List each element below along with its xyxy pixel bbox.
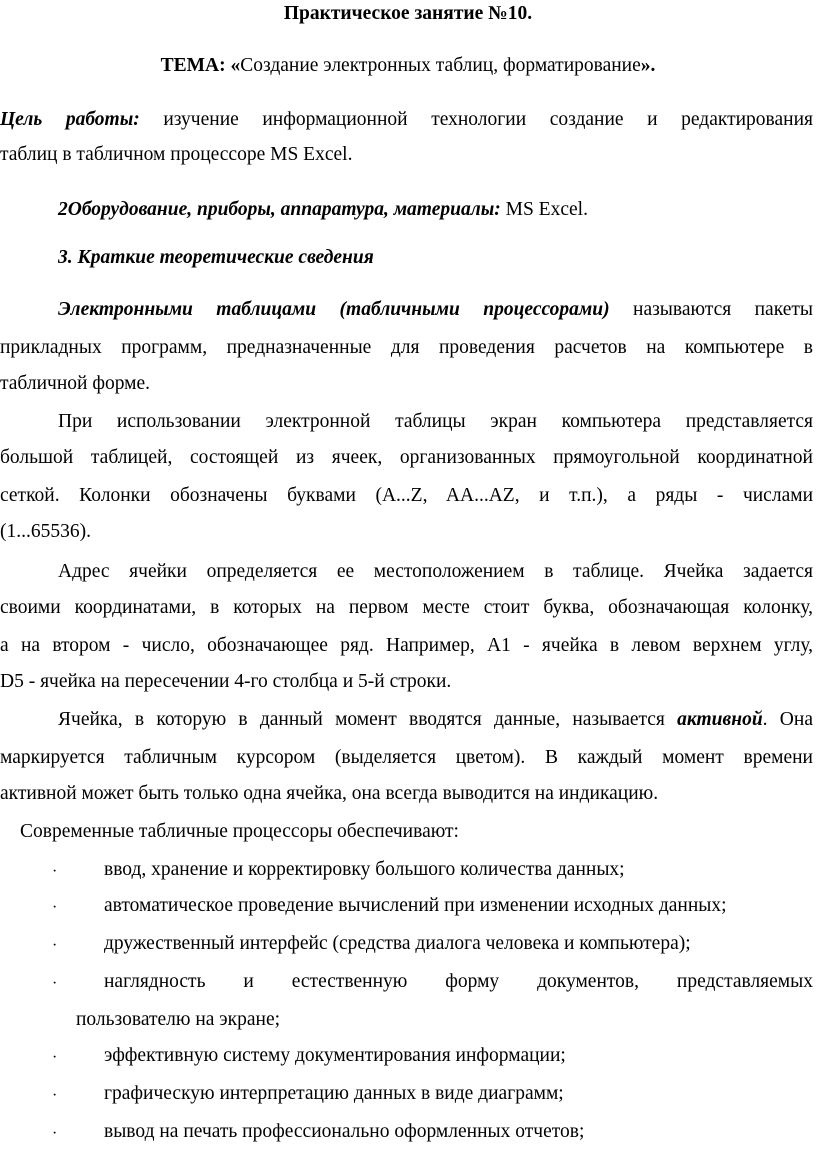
bullet-marker: · bbox=[52, 975, 58, 992]
p2-line-3: сеткой. Колонки обозначены буквами (A...Z, AA...AZ, и т.п.), а ряды - числами bbox=[0, 485, 813, 506]
p1-line-3: табличной форме. bbox=[0, 373, 151, 394]
p1-text-1: называются пакеты bbox=[609, 299, 813, 320]
p4-line-2: маркируется табличным курсором (выделяется цветом). В каждый момент времени bbox=[0, 747, 813, 768]
goal-label: Цель работы: bbox=[0, 109, 140, 130]
p2-line-1: При использовании электронной таблицы экран компьютера представляется bbox=[58, 411, 813, 432]
p3-line-4: D5 - ячейка на пересечении 4-го столбца и 5-й строки. bbox=[0, 671, 452, 692]
p2-line-2: большой таблицей, состоящей из ячеек, организованных прямоугольной координатной bbox=[0, 447, 813, 468]
bullet-marker: · bbox=[52, 899, 58, 916]
list-item-text: вывод на печать профессионально оформленных отчетов; bbox=[104, 1121, 585, 1142]
p1-line-1 bbox=[58, 298, 813, 322]
list-intro: Современные табличные процессоры обеспечивают: bbox=[20, 821, 459, 842]
list-item-text: эффективную систему документирования информации; bbox=[104, 1045, 566, 1066]
equipment-label: 2Оборудование, приборы, аппаратура, материалы: bbox=[58, 199, 501, 220]
goal-line-2: таблиц в табличном процессоре MS Excel. bbox=[0, 144, 353, 165]
section-3-heading: 3. Краткие теоретические сведения bbox=[58, 247, 374, 268]
topic-close: ». bbox=[640, 55, 656, 76]
p3-line-1: Адрес ячейки определяется ее местоположением в таблице. Ячейка задается bbox=[58, 561, 813, 582]
p3-line-2: своими координатами, в которых на первом месте стоит буква, обозначающая колонку, bbox=[0, 597, 813, 618]
bullet-marker: · bbox=[52, 1125, 58, 1142]
list-item-text: наглядность и естественную форму документов, представляемых bbox=[104, 971, 813, 992]
equipment-line bbox=[58, 198, 588, 222]
topic-line bbox=[0, 54, 816, 78]
p4-term: активной bbox=[677, 709, 763, 730]
equipment-text: MS Excel. bbox=[500, 199, 588, 220]
list-item-text: автоматическое проведение вычислений при изменении исходных данных; bbox=[104, 895, 727, 916]
p3-line-3: а на втором - число, обозначающее ряд. Например, А1 - ячейка в левом верхнем углу, bbox=[0, 635, 813, 656]
list-item-text: графическую интерпретацию данных в виде диаграмм; bbox=[104, 1083, 564, 1104]
list-item-text-continued: пользователю на экране; bbox=[76, 1009, 281, 1030]
p4-line-1 bbox=[58, 708, 813, 732]
topic-text: Создание электронных таблиц, форматирование bbox=[240, 55, 641, 76]
bullet-marker: · bbox=[52, 937, 58, 954]
goal-line-1 bbox=[0, 108, 813, 132]
p2-line-4: (1...65536). bbox=[0, 521, 91, 542]
p4-text-start: Ячейка, в которую в данный момент вводятся данные, называется bbox=[58, 709, 678, 730]
p1-line-2: прикладных программ, предназначенные для проведения расчетов на компьютере в bbox=[0, 337, 813, 358]
list-item-text: ввод, хранение и корректировку большого количества данных; bbox=[104, 859, 625, 880]
page-title: Практическое занятие №10. bbox=[283, 3, 533, 24]
bullet-marker: · bbox=[52, 1087, 58, 1104]
bullet-marker: · bbox=[52, 863, 58, 880]
list-item-text: дружественный интерфейс (средства диалога человека и компьютера); bbox=[104, 933, 691, 954]
goal-text-1: изучение информационной технологии создание и редактирования bbox=[139, 109, 813, 130]
bullet-marker: · bbox=[52, 1049, 58, 1066]
p1-term: Электронными таблицами (табличными процессорами) bbox=[58, 299, 610, 320]
p4-line-3: активной может быть только одна ячейка, она всегда выводится на индикацию. bbox=[0, 783, 659, 804]
p4-text-end: . Она bbox=[762, 709, 813, 730]
topic-label: ТЕМА: « bbox=[160, 55, 241, 76]
